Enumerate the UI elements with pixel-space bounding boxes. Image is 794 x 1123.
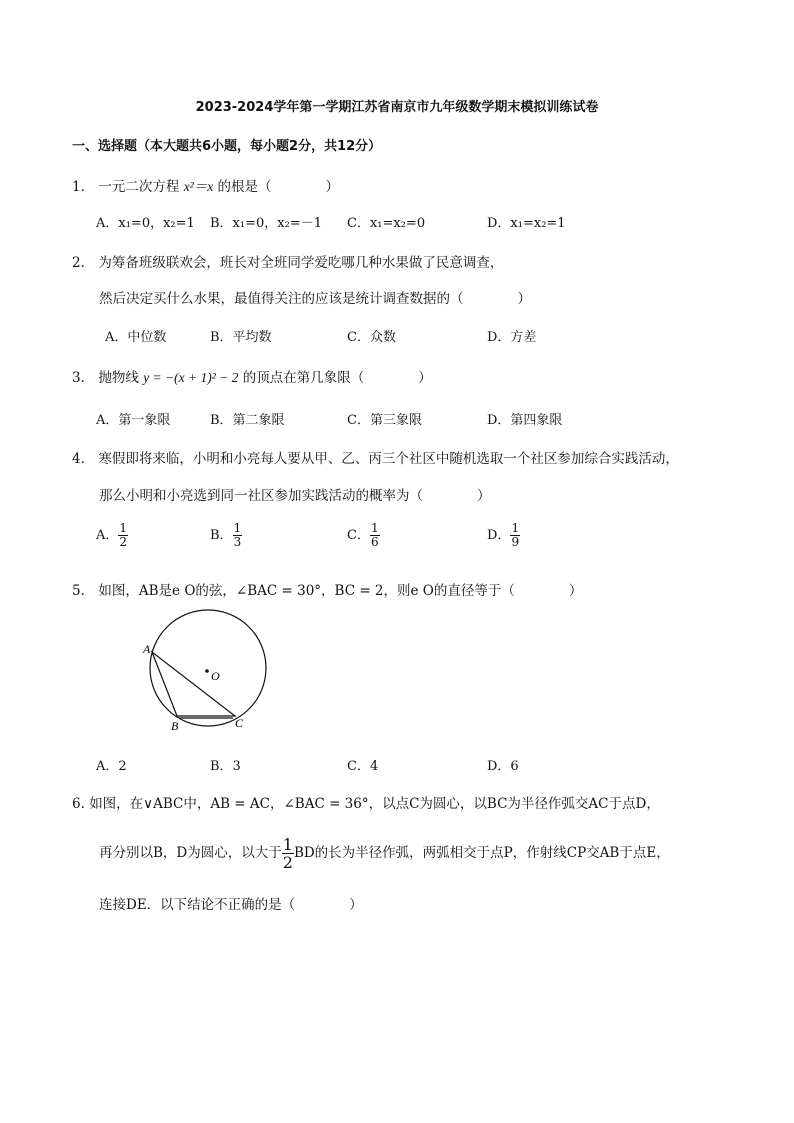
- label-o: O: [211, 669, 220, 683]
- option-a: A．2: [96, 759, 127, 774]
- option-a: A．中位数: [105, 330, 167, 345]
- section-heading: 一、选择题（本大题共6小题，每小题2分，共12分）: [72, 139, 382, 154]
- option-a: A．x₁=0，x₂=1: [96, 216, 195, 231]
- option-c: C．众数: [347, 330, 396, 345]
- option-c: C．x₁=x₂=0: [347, 216, 426, 231]
- question-6: [72, 792, 660, 812]
- question-5: [72, 579, 582, 599]
- question-2-line2: 然后决定买什么水果，最值得关注的应该是统计调查数据的（ ）: [99, 291, 531, 307]
- label-a: A: [143, 642, 151, 656]
- fraction: $\frac{1}{2}$: [119, 521, 128, 549]
- option-b: B．第二象限: [210, 413, 285, 428]
- question-6-line2: 再分别以B，D为圆心，以大于 $\frac{1}{2}$ BD的长为半径作弧，两弧相交于点P，作射线CP交AB于点E，: [99, 835, 670, 872]
- question-math: x²＝x: [183, 179, 214, 194]
- fraction: $\frac{1}{9}$: [511, 521, 520, 549]
- question-stem-post: 的顶点在第几象限（ ）: [242, 370, 432, 386]
- option-b: B．3: [210, 759, 241, 774]
- option-b: B．x₁=0，x₂=－1: [210, 216, 322, 231]
- question-stem-pre: 一元二次方程: [98, 179, 180, 195]
- question-stem-post: 的根是（ ）: [217, 179, 340, 195]
- question-4: [72, 447, 679, 467]
- label-b: B: [171, 719, 179, 733]
- question-1: [72, 175, 339, 195]
- question-stem: 如图，AB是e O的弦，∠BAC = 30°，BC = 2，则e O的直径等于（ ）: [98, 583, 583, 599]
- option-b: B．平均数: [210, 330, 272, 345]
- option-a: A． $\frac{1}{2}$: [96, 521, 128, 549]
- fraction: $\frac{1}{2}$: [282, 835, 293, 872]
- option-d: D．第四象限: [487, 413, 563, 428]
- question-number: 2．: [72, 255, 95, 271]
- option-d: D．6: [487, 759, 519, 774]
- fraction: $\frac{1}{6}$: [370, 521, 379, 549]
- page-title: 2023-2024学年第一学期江苏省南京市九年级数学期末模拟训练试卷: [195, 100, 599, 115]
- option-b: B． $\frac{1}{3}$: [210, 521, 242, 549]
- question-number: 1．: [72, 179, 95, 195]
- option-d: D．x₁=x₂=1: [487, 216, 566, 231]
- label-c: C: [235, 716, 244, 730]
- question-math: y = −(x + 1)² − 2: [143, 370, 239, 385]
- question-2: [72, 251, 503, 271]
- question-number: 3．: [72, 370, 95, 386]
- question-line: 如图，在∨ABC中，AB = AC，∠BAC = 36°，以点C为圆心，以BC为半径作弧交AC于点D，: [89, 796, 660, 812]
- option-c: C． $\frac{1}{6}$: [347, 521, 379, 549]
- center-point: [205, 669, 209, 673]
- question-6-line3: 连接DE．以下结论不正确的是（ ）: [99, 897, 363, 913]
- circle-figure: [135, 608, 275, 738]
- question-number: 5．: [72, 583, 95, 599]
- option-d: D． $\frac{1}{9}$: [487, 521, 520, 549]
- question-3: [72, 366, 432, 386]
- option-a: A．第一象限: [96, 413, 171, 428]
- option-d: D．方差: [487, 330, 537, 345]
- fraction: $\frac{1}{3}$: [233, 521, 242, 549]
- option-c: C．第三象限: [347, 413, 422, 428]
- question-line: 寒假即将来临，小明和小亮每人要从甲、乙、丙三个社区中随机选取一个社区参加综合实践活动，: [98, 451, 679, 467]
- question-number: 4．: [72, 451, 95, 467]
- question-4-line2: 那么小明和小亮选到同一社区参加实践活动的概率为（ ）: [99, 488, 491, 504]
- question-stem-pre: 抛物线: [98, 370, 139, 386]
- question-line: 为筹备班级联欢会，班长对全班同学爱吃哪几种水果做了民意调查，: [98, 255, 504, 271]
- question-number: 6.: [72, 796, 85, 812]
- option-c: C．4: [347, 759, 379, 774]
- circle-o: [150, 610, 266, 726]
